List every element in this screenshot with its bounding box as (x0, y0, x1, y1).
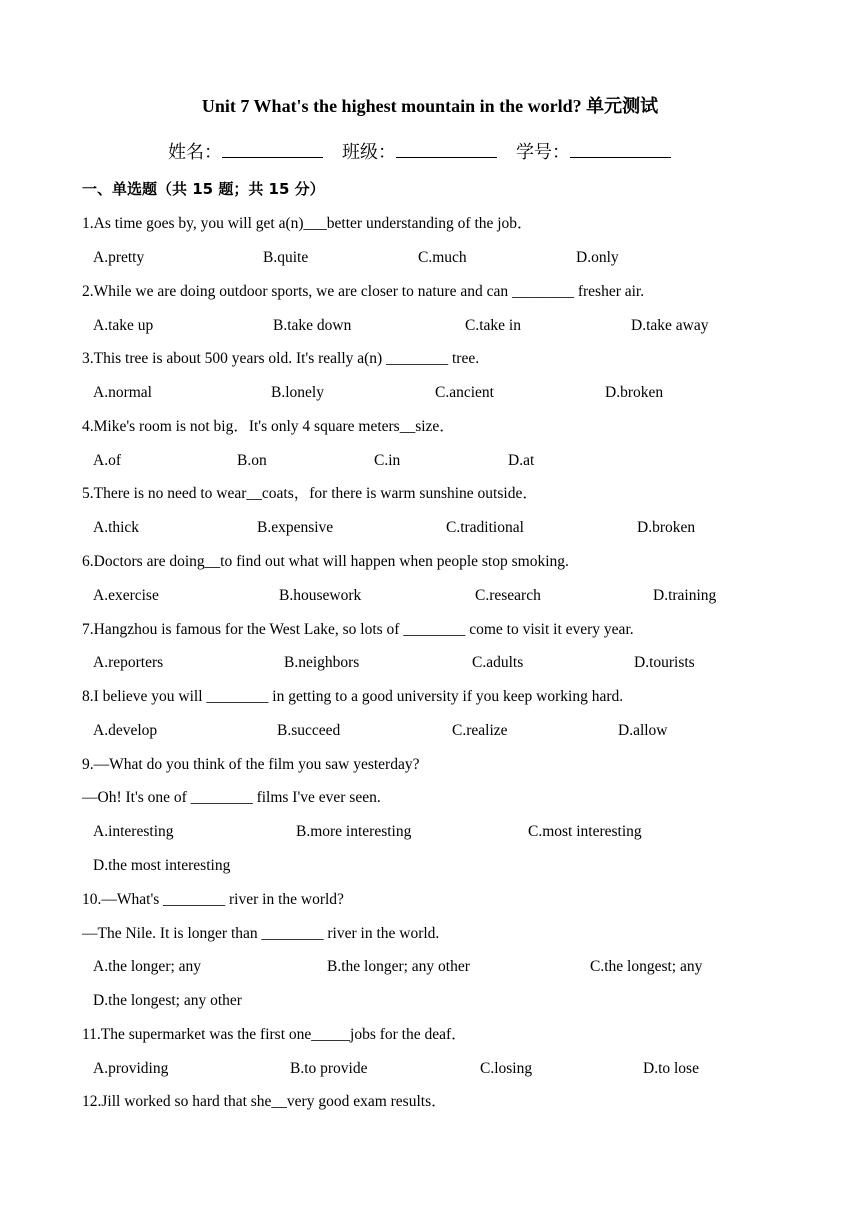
question-11-option-d[interactable]: D.to lose (643, 1060, 699, 1077)
question-11-option-c[interactable]: C.losing (480, 1060, 533, 1077)
page-title: Unit 7 What's the highest mountain in the world? 单元测试 (201, 96, 659, 116)
question-3-option-b[interactable]: B.lonely (271, 384, 324, 401)
class-blank[interactable] (396, 139, 497, 158)
question-4-option-d[interactable]: D.at (508, 452, 535, 469)
question-4-option-a[interactable]: A.of (93, 452, 121, 469)
question-3-option-d[interactable]: D.broken (605, 384, 664, 401)
question-10-stem: 10.—What's ________ river in the world? (82, 891, 344, 908)
question-9-option-a[interactable]: A.interesting (93, 823, 174, 840)
question-7-option-a[interactable]: A.reporters (93, 654, 164, 671)
question-11-stem: 11.The supermarket was the first one_____jobs for the deaf． (82, 1026, 467, 1043)
question-10-option-a[interactable]: A.the longer; any (93, 958, 202, 975)
question-8-option-d[interactable]: D.allow (618, 722, 668, 739)
question-10-stem-reply: —The Nile. It is longer than ________ river in the world. (82, 925, 440, 942)
question-7-stem: 7.Hangzhou is famous for the West Lake, so lots of ________ come to visit it every year. (82, 621, 634, 638)
question-4-option-c[interactable]: C.in (374, 452, 401, 469)
question-2-option-c[interactable]: C.take in (465, 317, 521, 334)
question-7-option-b[interactable]: B.neighbors (284, 654, 360, 671)
question-1-option-b[interactable]: B.quite (263, 249, 309, 266)
question-9-stem-reply: —Oh! It's one of ________ films I've ever seen. (82, 789, 381, 806)
name-blank[interactable] (222, 139, 323, 158)
question-6-option-d[interactable]: D.training (653, 587, 717, 604)
question-8-option-b[interactable]: B.succeed (277, 722, 341, 739)
question-2-option-a[interactable]: A.take up (93, 317, 154, 334)
question-12-stem: 12.Jill worked so hard that she__very good exam results． (82, 1093, 447, 1110)
question-4-option-b[interactable]: B.on (237, 452, 267, 469)
question-1-option-c[interactable]: C.much (418, 249, 467, 266)
section-heading: 一、单选题（共 15 题；共 15 分） (82, 180, 325, 198)
question-1-option-d[interactable]: D.only (576, 249, 619, 266)
question-5-option-b[interactable]: B.expensive (257, 519, 334, 536)
question-3-option-a[interactable]: A.normal (93, 384, 152, 401)
question-5-option-c[interactable]: C.traditional (446, 519, 524, 536)
question-3-option-c[interactable]: C.ancient (435, 384, 494, 401)
question-11-option-b[interactable]: B.to provide (290, 1060, 368, 1077)
question-1-option-a[interactable]: A.pretty (93, 249, 145, 266)
student-id-blank[interactable] (570, 139, 671, 158)
question-9-option-b[interactable]: B.more interesting (296, 823, 412, 840)
question-10-option-b[interactable]: B.the longer; any other (327, 958, 470, 975)
question-10-option-c[interactable]: C.the longest; any (590, 958, 703, 975)
question-5-option-d[interactable]: D.broken (637, 519, 696, 536)
question-7-option-c[interactable]: C.adults (472, 654, 524, 671)
question-8-option-c[interactable]: C.realize (452, 722, 508, 739)
question-9-option-c[interactable]: C.most interesting (528, 823, 642, 840)
question-9-option-d[interactable]: D.the most interesting (93, 857, 231, 874)
question-8-stem: 8.I believe you will ________ in getting to a good university if you keep working hard. (82, 688, 624, 705)
class-label: 班级： (342, 142, 396, 163)
student-id-label: 学号： (516, 142, 570, 163)
question-2-option-b[interactable]: B.take down (273, 317, 352, 334)
question-8-option-a[interactable]: A.develop (93, 722, 158, 739)
question-4-stem: 4.Mike's room is not big．It's only 4 square meters__size． (82, 418, 455, 435)
question-6-option-c[interactable]: C.research (475, 587, 541, 604)
question-2-stem: 2.While we are doing outdoor sports, we are closer to nature and can ________ fresher air. (82, 283, 645, 300)
question-10-option-d[interactable]: D.the longest; any other (93, 992, 242, 1009)
question-5-stem: 5.There is no need to wear__coats，for there is warm sunshine outside． (82, 485, 538, 502)
student-info-line (168, 139, 690, 165)
question-11-option-a[interactable]: A.providing (93, 1060, 169, 1077)
question-5-option-a[interactable]: A.thick (93, 519, 140, 536)
question-7-option-d[interactable]: D.tourists (634, 654, 695, 671)
question-6-option-a[interactable]: A.exercise (93, 587, 159, 604)
question-3-stem: 3.This tree is about 500 years old. It's really a(n) ________ tree. (82, 350, 480, 367)
question-6-option-b[interactable]: B.housework (279, 587, 362, 604)
question-6-stem: 6.Doctors are doing__to find out what will happen when people stop smoking. (82, 553, 569, 570)
question-9-stem: 9.—What do you think of the film you saw yesterday? (82, 756, 420, 773)
question-1-stem: 1.As time goes by, you will get a(n)___better understanding of the job． (82, 215, 533, 232)
question-2-option-d[interactable]: D.take away (631, 317, 709, 334)
name-label: 姓名： (168, 142, 222, 163)
